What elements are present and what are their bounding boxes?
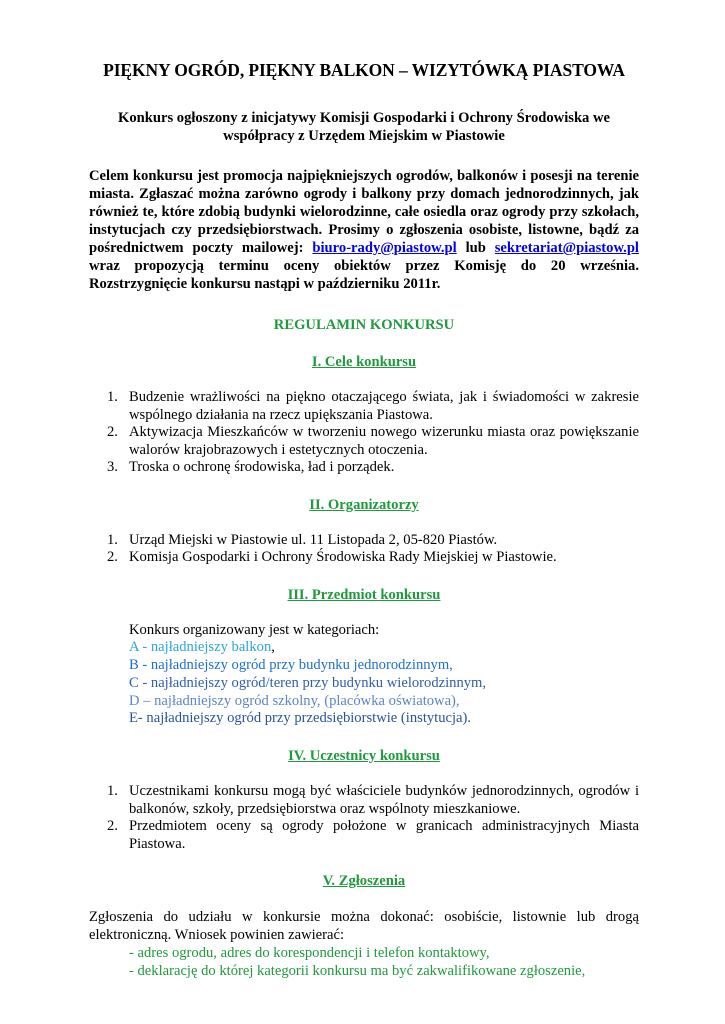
list-item-text: Aktywizacja Mieszkańców w tworzeniu nowego wizerunku miasta oraz powiększanie walorów krajobrazowych i estetycznych otoczenia.: [129, 424, 639, 458]
list-item: [89, 424, 639, 459]
list-item: [89, 389, 639, 424]
requirement-item: - deklarację do której kategorii konkursu ma być zakwalifikowane zgłoszenie,: [129, 963, 586, 980]
list-item-text: Troska o ochronę środowiska, ład i porządek.: [129, 459, 395, 475]
list-number: 1.: [107, 783, 118, 800]
list-item: [89, 459, 639, 477]
list-item: [89, 818, 639, 853]
zgloszenia-paragraph: Zgłoszenia do udziału w konkursie można dokonać: osobiście, listownie lub drogą elektroniczną. Wniosek powinien zawierać:: [89, 909, 639, 944]
list-number: 2.: [107, 818, 118, 835]
intro-paragraph: [89, 167, 639, 293]
list-number: 1.: [107, 531, 118, 548]
uczestnicy-list: [89, 783, 639, 853]
list-number: 3.: [107, 459, 118, 475]
regulamin-heading: REGULAMIN KONKURSU: [273, 317, 455, 333]
requirement-item: - adres ogrodu, adres do korespondencji i telefon kontaktowy,: [129, 945, 490, 962]
document-title: PIĘKNY OGRÓD, PIĘKNY BALKON – WIZYTÓWKĄ PIASTOWA: [103, 60, 625, 80]
intro-text-2: lub: [456, 240, 495, 256]
section-heading-uczestnicy: IV. Uczestnicy konkursu: [288, 748, 440, 765]
organizatorzy-list: [89, 532, 639, 567]
section-heading-cele: I. Cele konkursu: [311, 354, 417, 370]
document-subtitle: [89, 109, 639, 145]
category-a-text: A - najładniejszy balkon: [129, 639, 272, 656]
category-c: C - najładniejszy ogród/teren przy budynku wielorodzinnym,: [129, 674, 487, 691]
email-link-biuro-rady[interactable]: biuro-rady@piastow.pl: [312, 240, 457, 256]
category-d: D – najładniejszy ogród szkolny, (placówka oświatowa),: [129, 692, 460, 709]
email-link-sekretariat[interactable]: sekretariat@piastow.pl: [494, 240, 639, 256]
list-number: 2.: [107, 549, 118, 565]
categories-block: [89, 622, 639, 729]
list-item-text: Komisja Gospodarki i Ochrony Środowiska Rady Miejskiej w Piastowie.: [129, 549, 557, 565]
list-number: 1.: [107, 389, 118, 405]
list-number: 2.: [107, 424, 118, 440]
subtitle-line-1: Konkurs ogłoszony z inicjatywy Komisji Gospodarki i Ochrony Środowiska we: [117, 110, 611, 126]
category-e: E- najładniejszy ogród przy przedsiębiorstwie (instytucja).: [129, 710, 472, 727]
subtitle-line-2: współpracy z Urzędem Miejskim w Piastowie: [223, 128, 505, 144]
section-heading-przedmiot: III. Przedmiot konkursu: [287, 586, 441, 603]
intro-text-3: wraz propozycją terminu oceny obiektów przez Komisję do 20 września. Rozstrzygnięcie konkursu nastąpi w październiku 2011r.: [89, 258, 639, 292]
cele-list: [89, 389, 639, 477]
list-item-text: Uczestnikami konkursu mogą być właściciele budynków jednorodzinnych, ogrodów i balkonów, szkoły, przedsiębiorstwa oraz wspólnoty mieszkaniowe.: [129, 783, 639, 817]
list-item: [89, 532, 639, 550]
list-item-text: Urząd Miejski w Piastowie ul. 11 Listopada 2, 05-820 Piastów.: [129, 531, 498, 548]
section-heading-organizatorzy: II. Organizatorzy: [309, 496, 419, 513]
list-item-text: Przedmiotem oceny są ogrody położone w granicach administracyjnych Miasta Piastowa.: [129, 818, 639, 852]
category-a: [129, 639, 639, 657]
document-page: [89, 60, 639, 980]
list-item: [89, 783, 639, 818]
category-b: B - najładniejszy ogród przy budynku jednorodzinnym,: [129, 657, 453, 674]
list-item-text: Budzenie wrażliwości na piękno otaczającego świata, jak i świadomości w zakresie wspólnego działania na rzecz upiększania Piastowa.: [129, 389, 639, 423]
section-heading-zgloszenia: V. Zgłoszenia: [322, 873, 406, 890]
intro-text-1: Celem konkursu jest promocja najpiękniejszych ogrodów, balkonów i posesji na terenie miasta. Zgłaszać można zarówno ogrody i balkony przy domach jednorodzinnych, jak również te, które zdobią budynki wielorodzinne, całe osiedla oraz ogrody przy szkołach, instytucjach czy przedsiębiorstwach. Prosimy o zgłoszenia osobiste, listowne, bądź za pośrednictwem poczty mailowej:: [89, 168, 639, 256]
list-item: [89, 549, 639, 567]
category-a-comma: ,: [271, 639, 275, 656]
categories-intro: Konkurs organizowany jest w kategoriach:: [129, 621, 380, 638]
